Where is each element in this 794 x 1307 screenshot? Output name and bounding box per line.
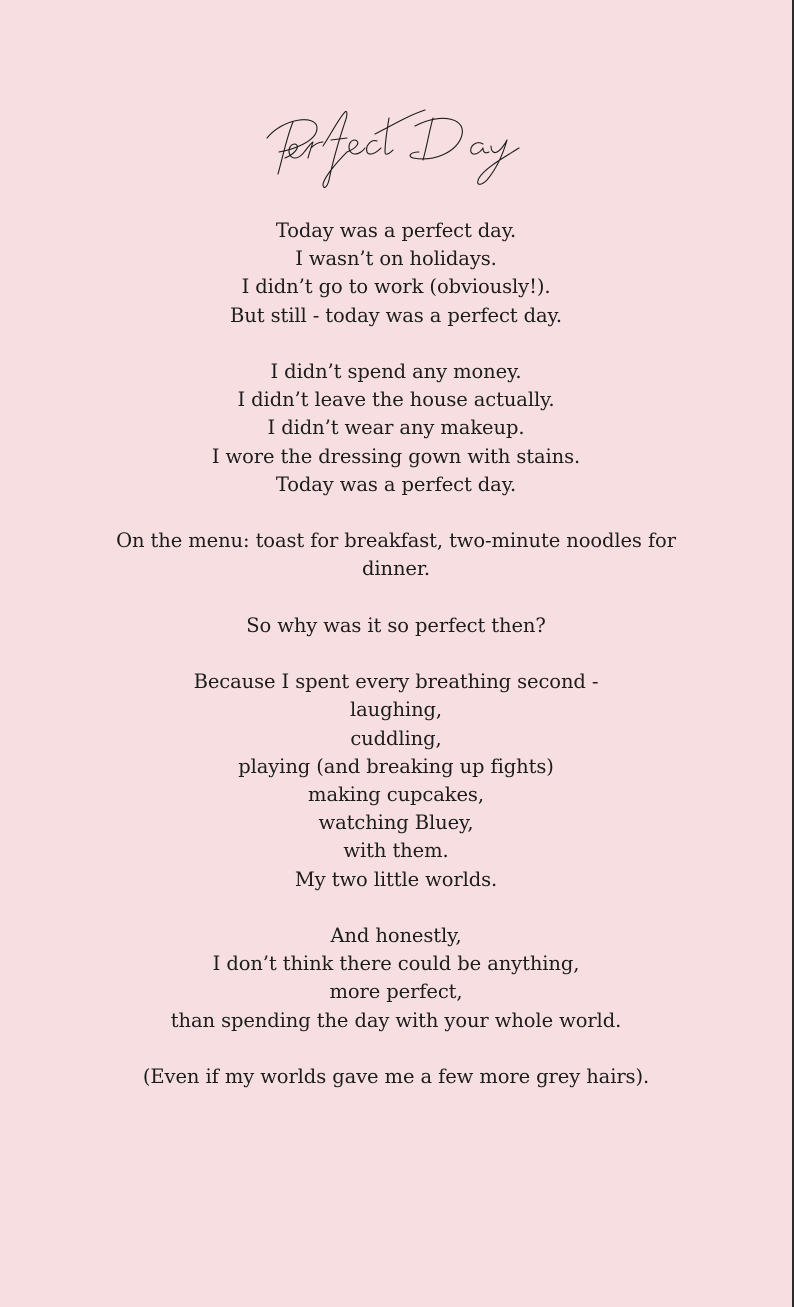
poem-stanza: [0, 922, 792, 1035]
poem-line: I didn’t leave the house actually.: [237, 388, 555, 412]
poem-stanza: [0, 1063, 792, 1091]
poem-line: I don’t think there could be anything,: [212, 952, 580, 976]
poem-body: [0, 217, 792, 1119]
poem-line: I wasn’t on holidays.: [295, 247, 497, 271]
poem-line: And honestly,: [330, 924, 462, 947]
poem-line: On the menu: toast for breakfast, two-minute noodles for dinner.: [116, 529, 676, 581]
poem-stanza: [0, 527, 792, 583]
poem-line: watching Bluey,: [318, 811, 474, 835]
poem-line: I didn’t go to work (obviously!).: [241, 275, 551, 299]
poem-line: Today was a perfect day.: [275, 472, 517, 496]
poem-line: playing (and breaking up fights): [238, 754, 554, 778]
poem-line: with them.: [343, 839, 449, 863]
poem-line: I wore the dressing gown with stains.: [211, 444, 581, 468]
poem-stanza: [0, 612, 792, 640]
poem-line: than spending the day with your whole world.: [170, 1008, 622, 1032]
poem-line: So why was it so perfect then?: [246, 613, 546, 637]
poem-line: But still - today was a perfect day.: [230, 303, 562, 327]
poem-line: I didn’t spend any money.: [270, 360, 522, 383]
poem-line: laughing,: [349, 698, 443, 722]
script-title-lettering: [247, 96, 547, 196]
poem-line: making cupcakes,: [308, 783, 484, 806]
poem-line: I didn’t wear any makeup.: [267, 416, 525, 440]
poem-stanza: [0, 358, 792, 499]
poem-stanza: [0, 217, 792, 330]
poem-line: Because I spent every breathing second -: [193, 670, 599, 694]
poem-line: more perfect,: [329, 980, 463, 1004]
poem-line: My two little worlds.: [294, 867, 498, 891]
poem-stanza: [0, 668, 792, 894]
poem-line: cuddling,: [350, 726, 442, 750]
poem-line: (Even if my worlds gave me a few more grey hairs).: [142, 1065, 650, 1088]
poem-title: [247, 96, 547, 196]
poem-line: Today was a perfect day.: [275, 219, 517, 242]
